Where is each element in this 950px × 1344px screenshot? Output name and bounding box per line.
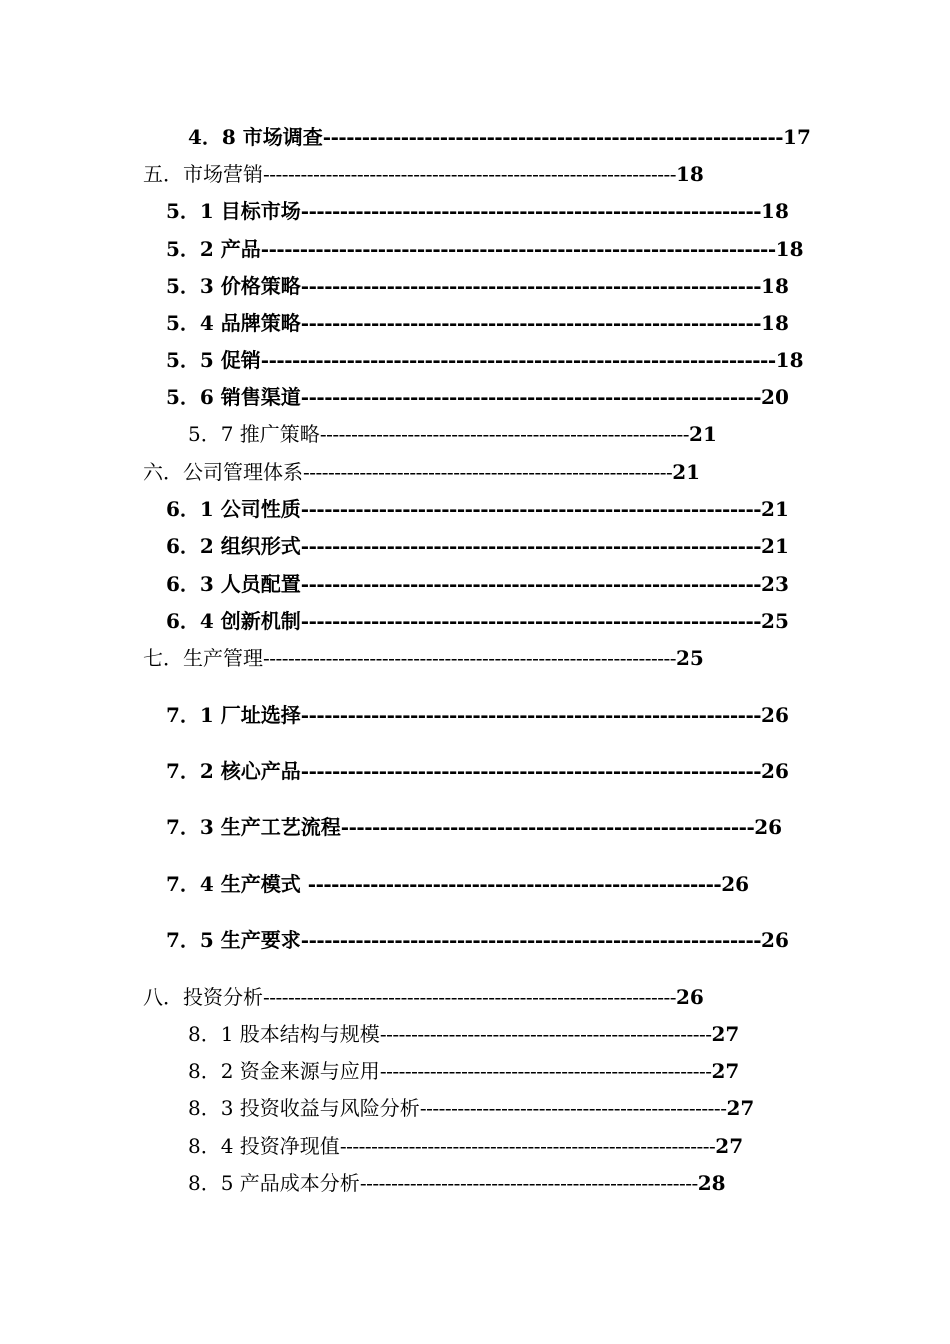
toc-leader: -----------------------------------------------------------: [300, 928, 762, 952]
toc-entry: [166, 572, 789, 596]
toc-leader: ------------------------------------------------------------------: [260, 237, 776, 261]
toc-label: 八．投资分析: [143, 985, 263, 1009]
toc-leader: -----------------------------------------------------------: [300, 199, 762, 223]
toc-entry: [166, 703, 789, 727]
toc-label: 8．5 产品成本分析: [188, 1171, 360, 1195]
toc-entry: [143, 162, 704, 186]
toc-label: 5．3 价格策略: [166, 274, 301, 298]
toc-label: 7．2 核心产品: [166, 759, 301, 783]
toc-entry: [188, 422, 717, 446]
toc-page-number: 28: [697, 1171, 726, 1195]
toc-leader: -----------------------------------------------------: [379, 1022, 712, 1046]
toc-page-number: 21: [672, 460, 701, 484]
toc-entry: [166, 609, 789, 633]
toc-page-number: 17: [783, 125, 811, 149]
toc-label: 6．1 公司性质: [166, 497, 301, 521]
toc-page-number: 27: [715, 1134, 744, 1158]
toc-leader: -----------------------------------------------------------: [300, 703, 762, 727]
toc-entry: [188, 1171, 726, 1195]
toc-entry: [188, 1134, 743, 1158]
toc-leader: -----------------------------------------------------------: [303, 460, 673, 484]
toc-entry: [166, 385, 789, 409]
toc-page-number: 26: [676, 985, 704, 1009]
toc-leader: ------------------------------------------------------------: [339, 1134, 716, 1158]
toc-leader: -----------------------------------------------------------: [322, 125, 784, 149]
toc-label: 7．3 生产工艺流程: [166, 815, 341, 839]
toc-leader: ------------------------------------------------------: [359, 1171, 698, 1195]
toc-label: 7．4 生产模式: [166, 872, 308, 896]
toc-page-number: 18: [761, 274, 789, 298]
toc-page-number: 18: [761, 199, 789, 223]
toc-leader: -----------------------------------------------------------: [300, 274, 762, 298]
toc-leader: -----------------------------------------------------------: [300, 572, 762, 596]
toc-entry: [166, 759, 789, 783]
toc-leader: -----------------------------------------------------: [307, 872, 722, 896]
toc-label: 5．2 产品: [166, 237, 261, 261]
toc-entry: [166, 274, 789, 298]
toc-label: 7．1 厂址选择: [166, 703, 301, 727]
toc-entry: [166, 497, 789, 521]
toc-leader: -----------------------------------------------------: [379, 1059, 712, 1083]
toc-page-number: 25: [676, 646, 704, 670]
toc-page-number: 27: [711, 1022, 740, 1046]
toc-label: 5．4 品牌策略: [166, 311, 301, 335]
toc-entry: [166, 872, 749, 896]
toc-page-number: 21: [689, 422, 717, 446]
toc-page-number: 27: [711, 1059, 740, 1083]
toc-label: 7．5 生产要求: [166, 928, 301, 952]
toc-page-number: 27: [726, 1096, 755, 1120]
toc-entry: [188, 1096, 754, 1120]
toc-label: 8．2 资金来源与应用: [188, 1059, 380, 1083]
toc-page-number: 23: [761, 572, 789, 596]
toc-label: 5．1 目标市场: [166, 199, 301, 223]
toc-entry: [166, 534, 789, 558]
toc-entry: [166, 815, 782, 839]
toc-label: 六．公司管理体系: [143, 460, 303, 484]
toc-label: 6．2 组织形式: [166, 534, 301, 558]
toc-page-number: 18: [775, 348, 804, 372]
toc-leader: -----------------------------------------------------------: [300, 609, 762, 633]
toc-page-number: 20: [761, 385, 789, 409]
toc-label: 七．生产管理: [143, 646, 263, 670]
toc-leader: -----------------------------------------------------: [340, 815, 755, 839]
toc-label: 4．8 市场调查: [188, 125, 323, 149]
toc-page-number: 26: [754, 815, 783, 839]
toc-leader: -----------------------------------------------------------: [300, 311, 762, 335]
toc-label: 6．3 人员配置: [166, 572, 301, 596]
toc-page-number: 26: [721, 872, 750, 896]
toc-page-number: 25: [761, 609, 789, 633]
toc-page-number: 18: [761, 311, 789, 335]
toc-entry: [188, 125, 811, 149]
toc-entry: [143, 646, 704, 670]
toc-label: 6．4 创新机制: [166, 609, 301, 633]
toc-page-number: 26: [761, 759, 789, 783]
toc-entry: [166, 928, 789, 952]
toc-entry: [166, 348, 804, 372]
toc-leader: -----------------------------------------------------------: [300, 497, 762, 521]
toc-leader: -----------------------------------------------------------: [319, 422, 690, 446]
toc-entry: [143, 460, 700, 484]
toc-page-number: 26: [761, 928, 789, 952]
toc-page-number: 26: [761, 703, 789, 727]
toc-label: 五．市场营销: [143, 162, 263, 186]
toc-label: 5．6 销售渠道: [166, 385, 301, 409]
toc-label: 8．3 投资收益与风险分析: [188, 1096, 420, 1120]
toc-leader: ------------------------------------------------------------------: [263, 646, 677, 670]
toc-entry: [166, 311, 789, 335]
toc-label: 5．5 促销: [166, 348, 261, 372]
toc-page-number: 18: [676, 162, 704, 186]
toc-label: 8．4 投资净现值: [188, 1134, 340, 1158]
toc-leader: -----------------------------------------------------------: [300, 385, 762, 409]
toc-leader: ------------------------------------------------------------------: [263, 162, 677, 186]
toc-entry: [188, 1059, 739, 1083]
toc-label: 8．1 股本结构与规模: [188, 1022, 380, 1046]
toc-page-number: 18: [775, 237, 804, 261]
toc-entry: [166, 237, 804, 261]
toc-leader: -----------------------------------------------------------: [300, 759, 762, 783]
toc-leader: -------------------------------------------------: [419, 1096, 727, 1120]
toc-page-number: 21: [761, 497, 789, 521]
toc-page-number: 21: [761, 534, 789, 558]
toc-leader: -----------------------------------------------------------: [300, 534, 762, 558]
toc-entry: [143, 985, 704, 1009]
toc-leader: ------------------------------------------------------------------: [263, 985, 677, 1009]
toc-entry: [188, 1022, 739, 1046]
toc-leader: ------------------------------------------------------------------: [260, 348, 776, 372]
toc-entry: [166, 199, 789, 223]
toc-label: 5．7 推广策略: [188, 422, 320, 446]
